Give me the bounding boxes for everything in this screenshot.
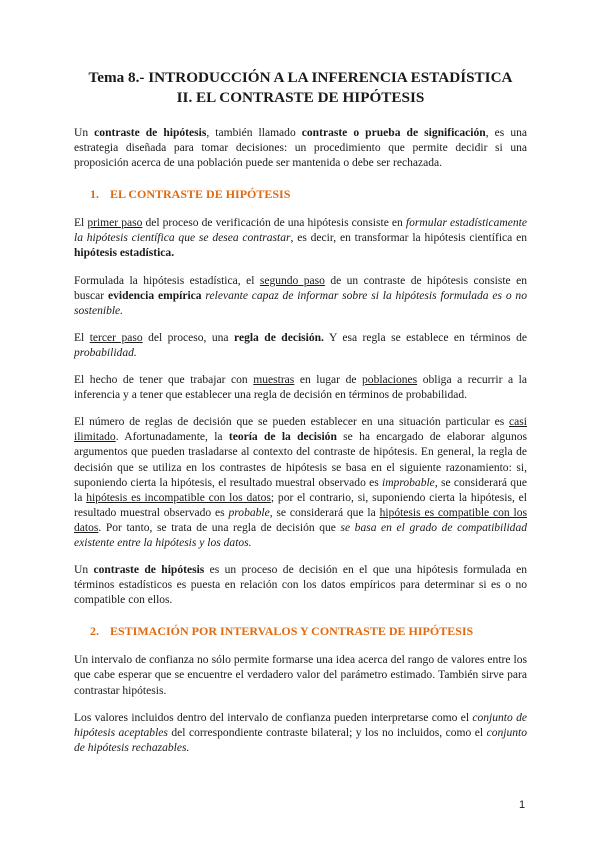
section-2-heading: 2. ESTIMACIÓN POR INTERVALOS Y CONTRASTE DE HIPÓTESIS [90,624,474,639]
paragraph-confidence-interval: Un intervalo de confianza no sólo permite formarse una idea acerca del rango de valores entre los que cabe esperar que se encuentre el verdadero valor del parámetro estimado. También sirve para contrastar hipótesis. [74,654,527,697]
intro-paragraph: Un contraste de hipótesis, también llamado contraste o prueba de significación, es una estrategia diseñada para tomar decisiones: un procedimiento que permite decidir si una proposición acerca de una población puede ser mantenida o debe ser rechazada. [74,127,528,170]
page-title [74,68,527,108]
paragraph-third-step: El tercer paso del proceso, una regla de decisión. Y esa regla se establece en términos de probabilidad. [74,331,528,359]
paragraph-definition: Un contraste de hipótesis es un proceso de decisión en el que una hipótesis formulada en términos estadísticos es puesta en relación con los datos empíricos para determinar si es o no compatible con ellos. [74,564,528,607]
page-number: 1 [519,799,526,811]
title-line-1: Tema 8.- INTRODUCCIÓN A LA INFERENCIA ESTADÍSTICA [88,69,513,86]
paragraph-samples: El hecho de tener que trabajar con muestras en lugar de poblaciones obliga a recurrir a la inferencia y a tener que establecer una regla de decisión en términos de probabilidad. [74,374,527,402]
document-page [74,68,527,756]
paragraph-second-step: Formulada la hipótesis estadística, el segundo paso de un contraste de hipótesis consiste en buscar evidencia empírica relevante capaz de informar sobre si la hipótesis formulada es o no sostenible. [74,274,528,317]
paragraph-first-step: El primer paso del proceso de verificación de una hipótesis consiste en formular estadísticamente la hipótesis científica que se desea contrastar, es decir, en transformar la hipótesis científica en hipótesis estadística. [74,217,527,260]
section-1-heading: 1. EL CONTRASTE DE HIPÓTESIS [90,187,291,202]
title-line-2: II. EL CONTRASTE DE HIPÓTESIS [176,89,425,106]
paragraph-decision-rules: El número de reglas de decisión que se pueden establecer en una situación particular es casi ilimitado. Afortunadamente, la teoría de la decisión se ha encargado de elaborar algunos argumentos que pueden trasladarse al contexto del contraste de hipótesis. En general, la regla de decisión que se utiliza en los contrastes de hipótesis se basa en el siguiente razonamiento: si, suponiendo cierta la hipótesis, el resultado muestral observado es improbable, se considerará que la hipótesis es incompatible con los datos; por el contrario, si, suponiendo cierta la hipótesis, el resultado muestral observado es probable, se considerará que la hipótesis es compatible con los datos. Por tanto, se trata de una regla de decisión que se basa en el grado de compatibilidad existente entre la hipótesis y los datos. [74,416,528,549]
paragraph-acceptable-set: Los valores incluidos dentro del intervalo de confianza pueden interpretarse como el conjunto de hipótesis aceptables del correspondiente contraste bilateral; y los no incluidos, como el conjunto de hipótesis rechazables. [74,711,527,754]
